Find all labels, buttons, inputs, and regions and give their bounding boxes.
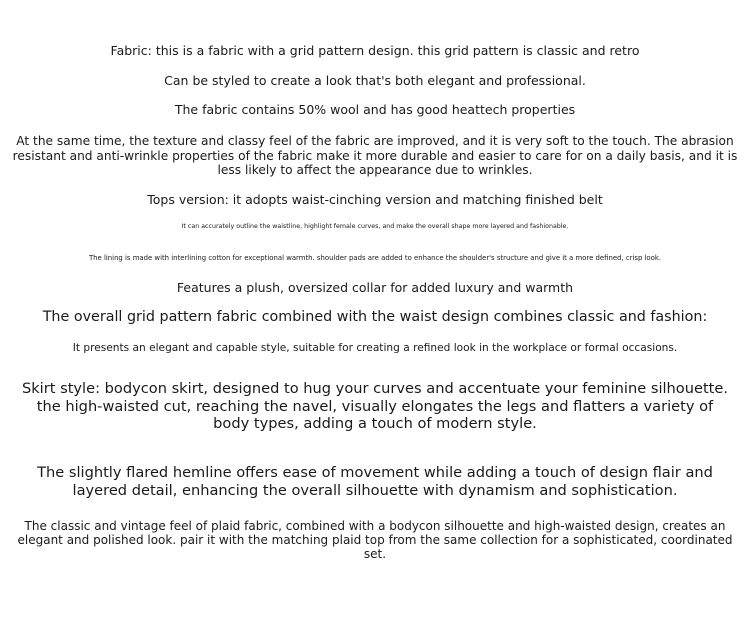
hemline-note-text: The slightly flared hemline offers ease of movement while adding a touch of design flair and layered detail, enhancing the overall silhouette with dynamism and sophistication. — [37, 464, 713, 499]
skirt-style-text: Skirt style: bodycon skirt, designed to hug your curves and accentuate your feminine silhouette. the high-waisted cut, reaching the navel, visually elongates the legs and flatters a variety of body types, adding a touch of modern style. — [21, 380, 729, 432]
styling-note-text: Can be styled to create a look that's both elegant and professional. — [164, 73, 586, 88]
texture-note-text: At the same time, the texture and classy feel of the fabric are improved, and it is very soft to the touch. The abrasion resistant and anti-wrinkle properties of the fabric make it more durable and easier to care for on a daily basis, and it is less likely to affect the appearance due to wrinkles. — [12, 134, 738, 177]
overall-heading: The overall grid pattern fabric combined with the waist design combines classic and fashion: — [42, 309, 708, 325]
waistline-note-text: It can accurately outline the waistline, highlight female curves, and make the overall shape more layered and fashionable. — [181, 223, 569, 230]
style-note-text: It presents an elegant and capable style, suitable for creating a refined look in the workplace or formal occasions. — [72, 342, 678, 354]
closing-note-text: The classic and vintage feel of plaid fabric, combined with a bodycon silhouette and high-waisted design, creates an elegant and polished look. pair it with the matching plaid top from the same collection for a sophisticated, coordinated set. — [17, 519, 733, 561]
lining-note-text: The lining is made with interlining cotton for exceptional warmth. shoulder pads are added to enhance the shoulder's structure and give it a more defined, crisp look. — [88, 254, 662, 262]
fabric-intro-text: Fabric: this is a fabric with a grid pattern design. this grid pattern is classic and retro — [110, 43, 640, 58]
wool-content-text: The fabric contains 50% wool and has good heattech properties — [174, 102, 576, 117]
tops-version-text: Tops version: it adopts waist-cinching version and matching finished belt — [147, 192, 603, 207]
collar-note-text: Features a plush, oversized collar for added luxury and warmth — [176, 280, 574, 295]
